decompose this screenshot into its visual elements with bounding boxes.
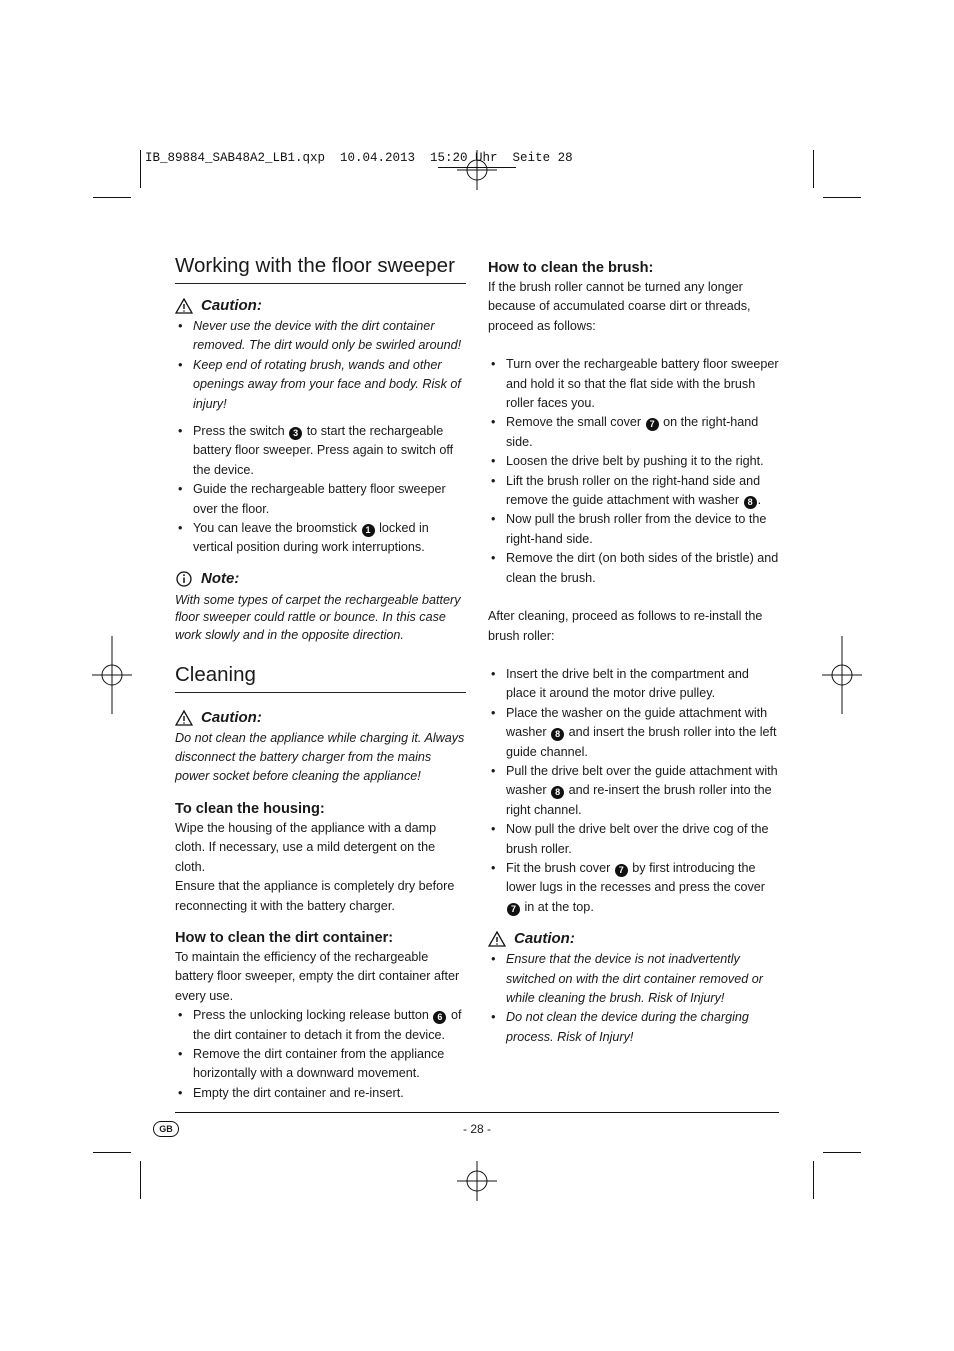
list-item: • Now pull the brush roller from the device to the right-hand side. <box>488 510 780 549</box>
info-icon <box>175 571 193 587</box>
paragraph: To maintain the efficiency of the rechargeable battery floor sweeper, empty the dirt container after every use. <box>175 949 460 1003</box>
note-heading <box>175 568 466 590</box>
part-number-badge: 8 <box>744 496 757 509</box>
list-item: • Insert the drive belt in the compartment and place it around the motor drive pulley. <box>488 665 780 704</box>
brush-install-steps <box>488 665 780 917</box>
warning-triangle-icon <box>175 298 193 314</box>
list-item: • Never use the device with the dirt container removed. The dirt would only be swirled around! <box>175 317 466 356</box>
dirt-container-steps <box>175 1006 466 1103</box>
list-item: • Lift the brush roller on the right-hand side and remove the guide attachment with washer 8 . <box>488 472 780 511</box>
caution-label: Caution: <box>201 297 262 314</box>
warning-triangle-icon <box>488 931 506 947</box>
warning-triangle-icon <box>175 710 193 726</box>
part-number-badge: 8 <box>551 728 564 741</box>
language-badge: GB <box>153 1121 179 1137</box>
caution-label: Caution: <box>514 930 575 948</box>
list-item: • Press the unlocking locking release button 6 of the dirt container to detach it from the device. <box>175 1006 466 1045</box>
caution-text: Do not clean the appliance while charging it. Always disconnect the battery charger from the mains power socket before cleaning the appliance! <box>175 730 465 784</box>
list-item: • Now pull the drive belt over the drive cog of the brush roller. <box>488 820 780 859</box>
list-item: • Remove the dirt container from the appliance horizontally with a downward movement. <box>175 1045 466 1084</box>
list-item: • Ensure that the device is not inadvertently switched on with the dirt container removed or while cleaning the brush. Risk of Injury! <box>488 950 780 1008</box>
print-slug: IB_89884_SAB48A2_LB1.qxp 10.04.2013 15:20 Uhr Seite 28 <box>145 151 573 165</box>
subheading-housing: To clean the housing: <box>175 800 325 817</box>
part-number-badge: 7 <box>646 418 659 431</box>
part-number-badge: 7 <box>507 903 520 916</box>
part-number-badge: 1 <box>362 524 375 537</box>
list-item: • Pull the drive belt over the guide attachment with washer 8 and re-insert the brush roller into the right channel. <box>488 762 780 820</box>
right-column <box>488 258 780 1047</box>
part-number-badge: 8 <box>551 786 564 799</box>
registration-mark-bottom <box>457 1161 497 1201</box>
crop-mark <box>823 1152 861 1153</box>
list-item: • Fit the brush cover 7 by first introducing the lower lugs in the recesses and press the cover 7 in at the top. <box>488 859 780 917</box>
list-item: • Turn over the rechargeable battery floor sweeper and hold it so that the flat side with the brush roller faces you. <box>488 355 780 413</box>
list-item: • Do not clean the device during the charging process. Risk of Injury! <box>488 1008 780 1047</box>
subheading-brush: How to clean the brush: <box>488 260 654 276</box>
part-number-badge: 6 <box>433 1011 446 1024</box>
registration-mark-top <box>457 150 497 190</box>
brush-removal-steps <box>488 355 780 588</box>
caution-list <box>488 950 780 1047</box>
page-number: - 28 - <box>462 1122 491 1136</box>
crop-mark <box>93 1152 131 1153</box>
list-item: • You can leave the broomstick 1 locked in vertical position during work interruptions. <box>175 519 466 558</box>
crop-mark <box>823 197 861 198</box>
footer-rule <box>175 1112 779 1113</box>
caution-heading <box>488 928 780 950</box>
paragraph: Wipe the housing of the appliance with a damp cloth. If necessary, use a mild detergent on the cloth. <box>175 820 437 874</box>
list-item: • Remove the small cover 7 on the right-hand side. <box>488 413 780 452</box>
paragraph: Ensure that the appliance is completely dry before reconnecting it with the battery charger. <box>175 879 455 913</box>
part-number-badge: 3 <box>289 427 302 440</box>
operation-steps <box>175 422 466 558</box>
left-column <box>175 253 466 1103</box>
list-item: • Place the washer on the guide attachment with washer 8 and insert the brush roller into the left guide channel. <box>488 704 780 762</box>
section-title-working: Working with the floor sweeper <box>175 253 466 284</box>
caution-heading <box>175 707 466 729</box>
paragraph: If the brush roller cannot be turned any longer because of accumulated coarse dirt or threads, proceed as follows: <box>488 280 751 333</box>
caution-label: Caution: <box>201 708 262 726</box>
list-item: • Guide the rechargeable battery floor sweeper over the floor. <box>175 480 466 519</box>
subheading-dirt-container: How to clean the dirt container: <box>175 929 394 946</box>
list-item: • Remove the dirt (on both sides of the bristle) and clean the brush. <box>488 549 780 588</box>
registration-mark-right <box>822 636 862 714</box>
note-text: With some types of carpet the rechargeable battery floor sweeper could rattle or bounce. In this case work slowly and in the opposite direction. <box>175 592 461 643</box>
crop-mark <box>813 1161 814 1199</box>
list-item: • Keep end of rotating brush, wands and other openings away from your face and body. Risk of injury! <box>175 356 466 414</box>
crop-mark <box>140 1161 141 1199</box>
section-title-cleaning: Cleaning <box>175 662 466 693</box>
crop-mark <box>813 150 814 188</box>
caution-list <box>175 317 466 414</box>
part-number-badge: 7 <box>615 864 628 877</box>
list-item: • Press the switch 3 to start the rechargeable battery floor sweeper. Press again to switch off the device. <box>175 422 466 480</box>
note-label: Note: <box>201 569 240 587</box>
crop-mark <box>140 150 141 188</box>
crop-mark <box>93 197 131 198</box>
list-item: • Loosen the drive belt by pushing it to the right. <box>488 452 780 471</box>
list-item: • Empty the dirt container and re-insert. <box>175 1084 466 1103</box>
registration-mark-left <box>92 636 132 714</box>
caution-heading <box>175 295 466 317</box>
paragraph: After cleaning, proceed as follows to re-install the brush roller: <box>488 609 763 643</box>
